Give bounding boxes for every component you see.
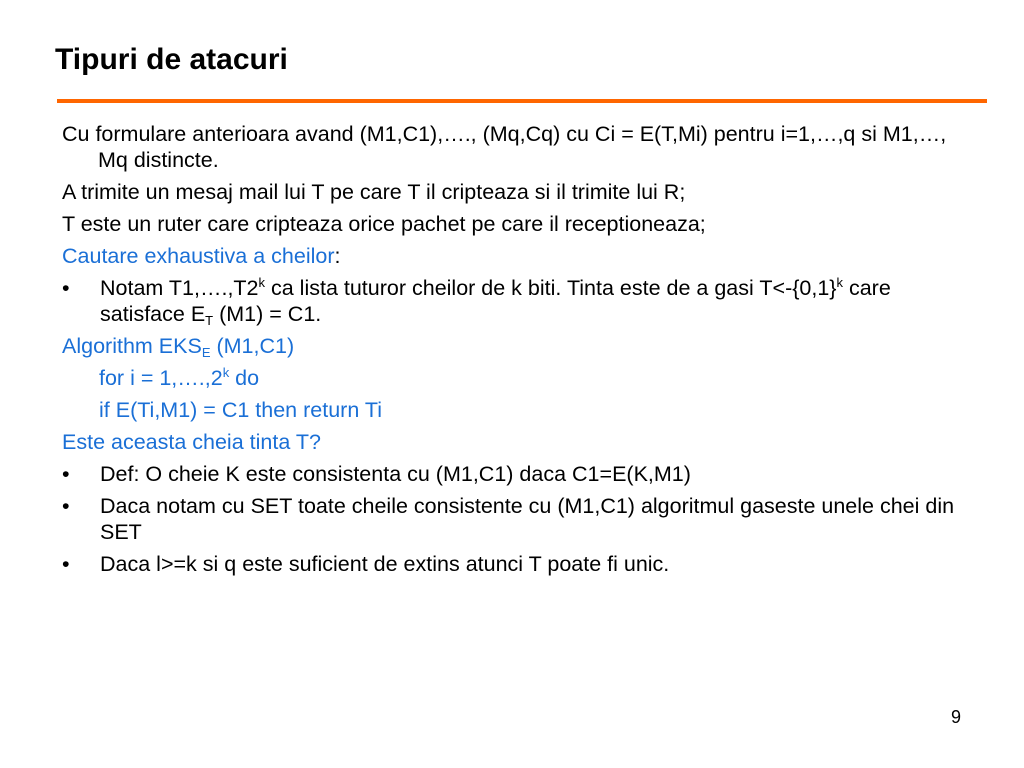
algorithm-if-line: if E(Ti,M1) = C1 then return Ti — [99, 398, 382, 422]
bullet-key-list-text — [100, 275, 962, 327]
exhaustive-search-heading — [62, 243, 962, 269]
text-run: ca lista tuturor cheilor de k biti. Tinta este de a gasi T<-{0,1} — [265, 276, 837, 300]
bullet-key-list — [62, 275, 962, 327]
text-run: (M1) = C1. — [213, 302, 322, 326]
text-run: for i = 1,….,2 — [99, 366, 223, 390]
bullet-consistent-set — [62, 493, 962, 545]
paragraph-router-scenario: T este un ruter care cripteaza orice pachet pe care il receptioneaza; — [62, 212, 706, 236]
text-run: (M1,C1) — [210, 334, 295, 358]
superscript: k — [258, 275, 266, 290]
bullet-marker: • — [62, 552, 70, 576]
text-run: do — [229, 366, 260, 390]
heading-colon: : — [334, 244, 341, 268]
page-number: 9 — [951, 707, 962, 727]
algorithm-header — [62, 333, 962, 359]
title-underline — [57, 99, 987, 103]
subscript: T — [205, 313, 214, 328]
bullet-uniqueness-condition — [62, 551, 962, 577]
slide-title: Tipuri de atacuri — [55, 43, 288, 76]
superscript: k — [222, 365, 230, 380]
bullet-text: Daca l>=k si q este suficient de extins atunci T poate fi unic. — [100, 552, 670, 576]
subscript: E — [201, 345, 211, 360]
text-run: Notam T1,….,T2 — [100, 276, 259, 300]
text-run: care satisface E — [100, 276, 891, 326]
exhaustive-search-label: Cautare exhaustiva a cheilor — [62, 244, 335, 268]
slide-body — [62, 121, 962, 583]
bullet-text: Def: O cheie K este consistenta cu (M1,C1) daca C1=E(K,M1) — [100, 462, 691, 486]
bullet-marker: • — [62, 276, 70, 300]
bullet-consistent-key-definition — [62, 461, 962, 487]
algorithm-for-line — [62, 365, 962, 391]
bullet-marker: • — [62, 462, 70, 486]
superscript: k — [836, 275, 843, 290]
text-run: Algorithm EKS — [62, 334, 202, 358]
target-key-question: Este aceasta cheia tinta T? — [62, 430, 321, 454]
paragraph-mail-scenario: A trimite un mesaj mail lui T pe care T il cripteaza si il trimite lui R; — [62, 180, 686, 204]
bullet-marker: • — [62, 494, 70, 518]
bullet-text: Daca notam cu SET toate cheile consistente cu (M1,C1) algoritmul gaseste unele chei din SET — [100, 494, 955, 544]
paragraph-previous-formulation: Cu formulare anterioara avand (M1,C1),…., (Mq,Cq) cu Ci = E(T,Mi) pentru i=1,…,q si M1,…, Mq distincte. — [62, 122, 947, 172]
